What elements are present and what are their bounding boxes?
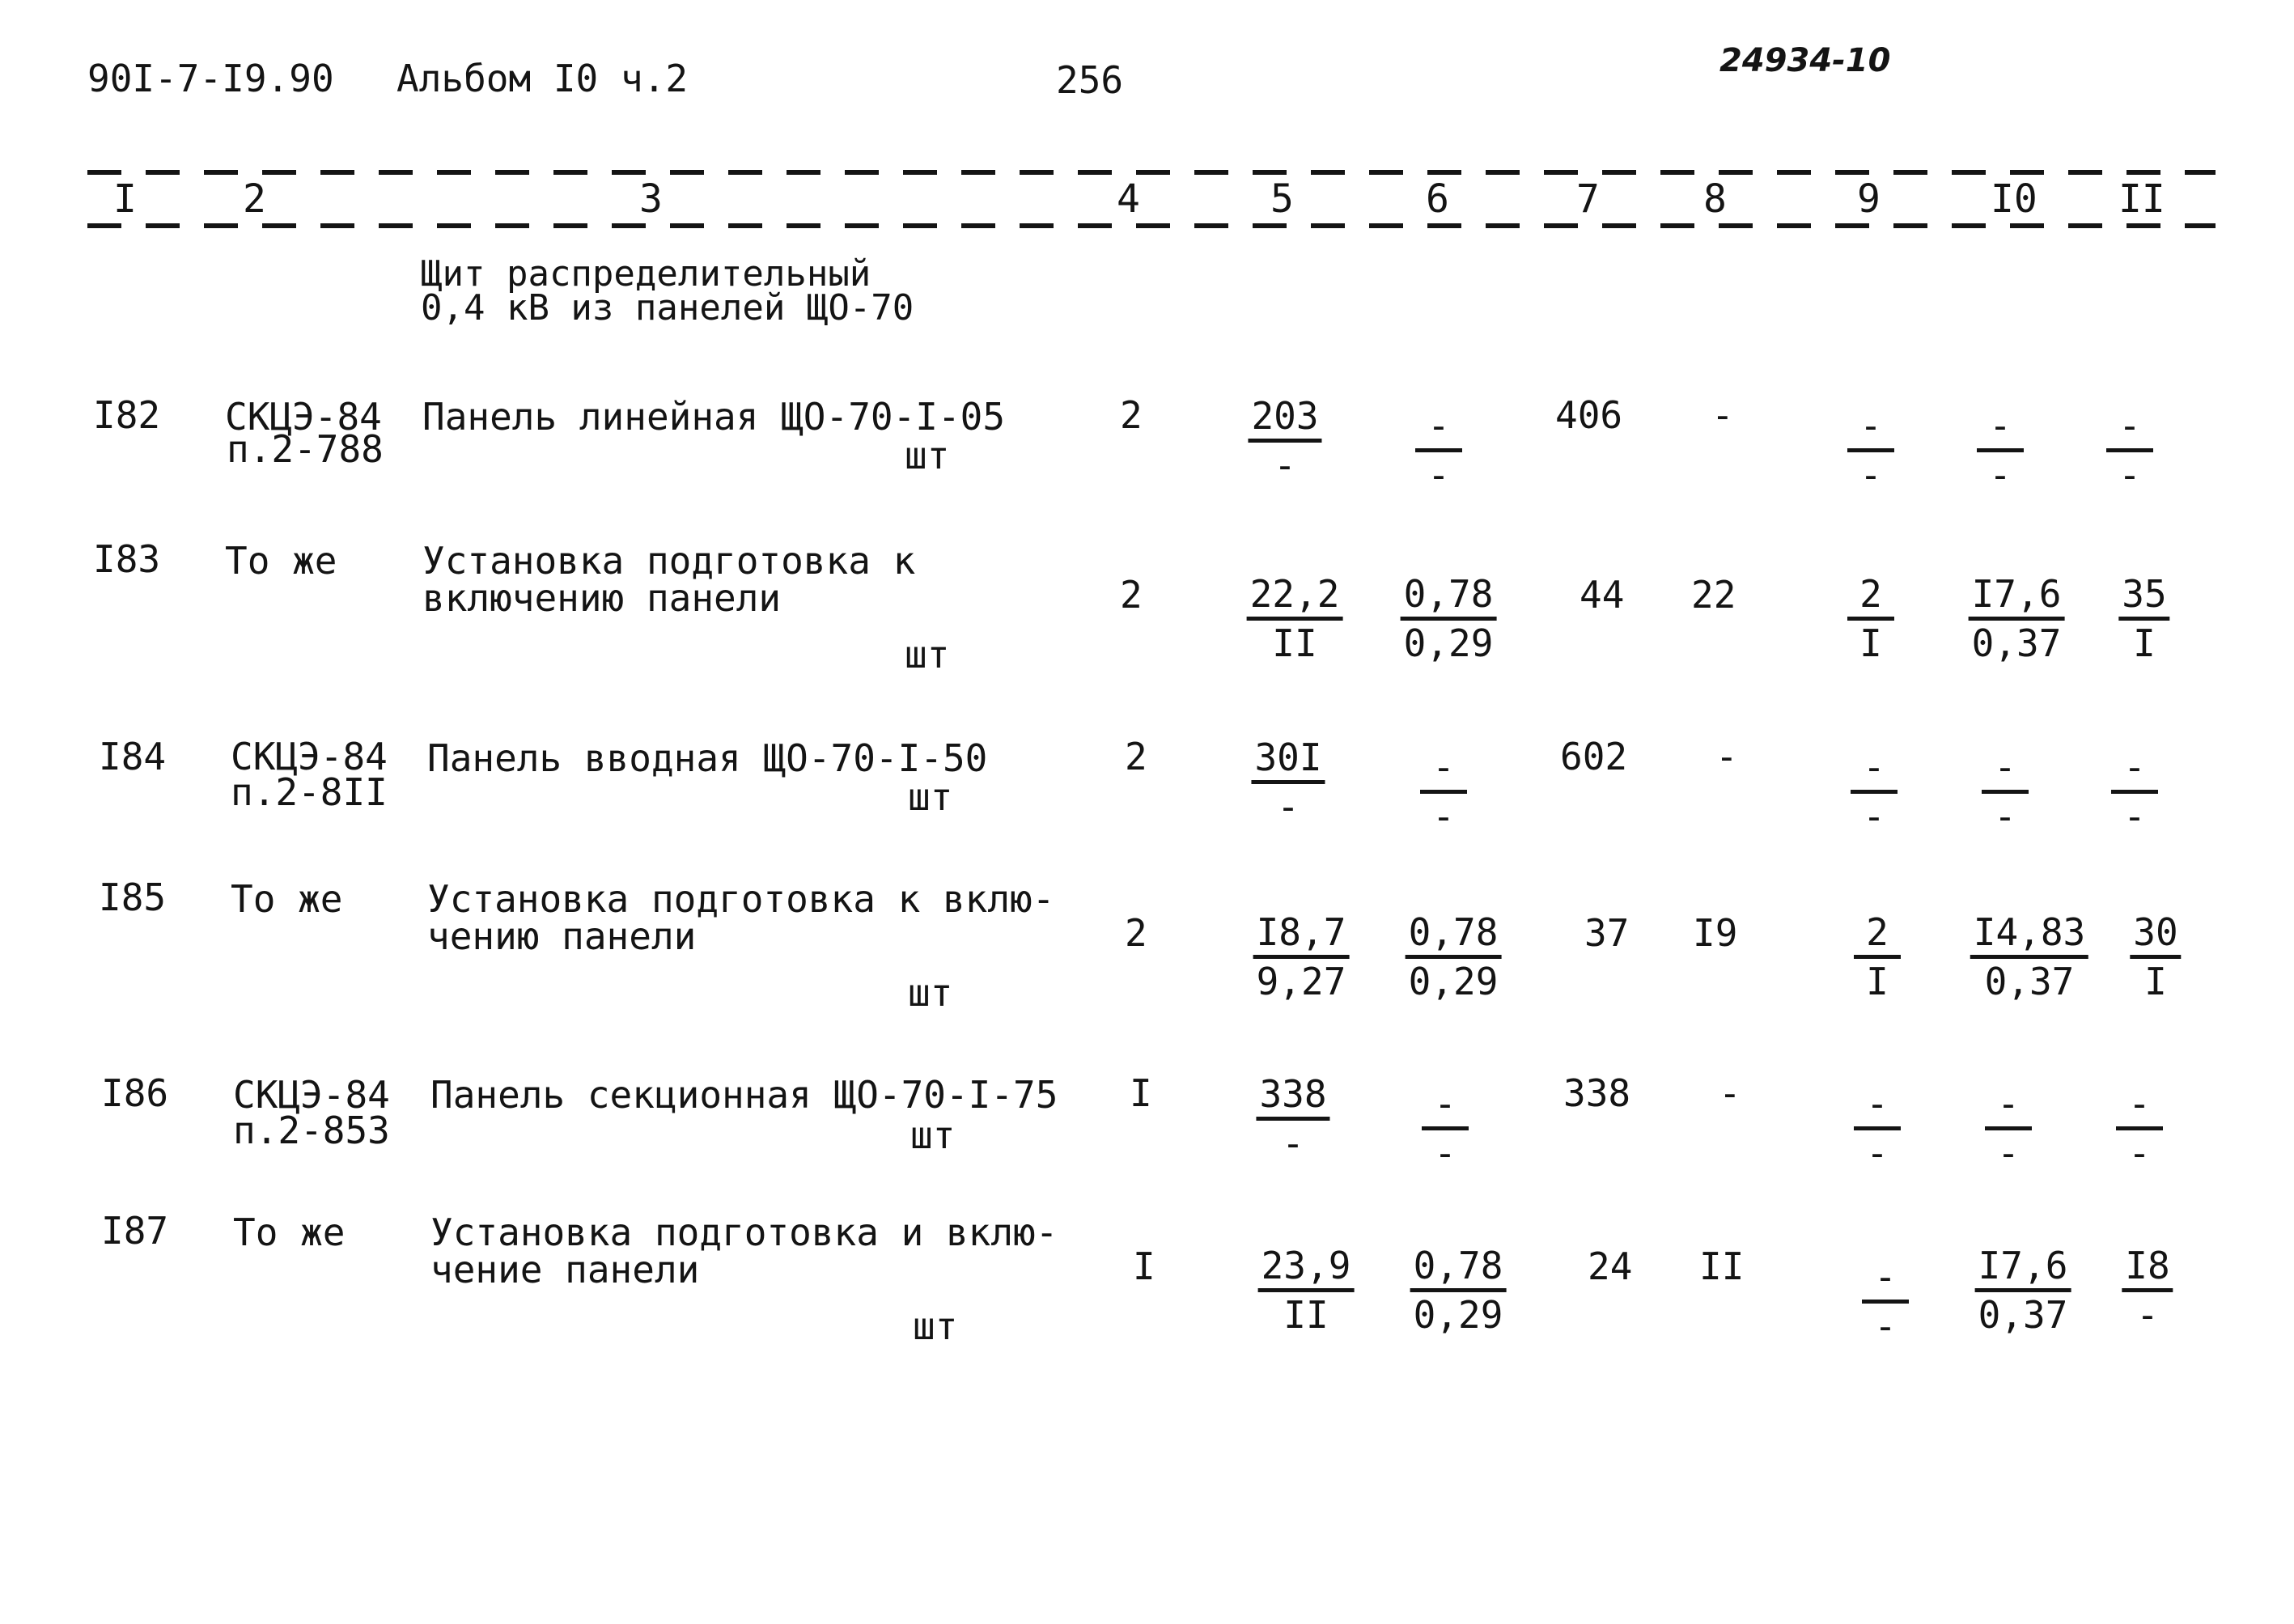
- row-unit: шт: [913, 1304, 958, 1348]
- row-col6-fraction: - -: [1422, 1083, 1469, 1174]
- column-header-11: II: [2118, 176, 2165, 222]
- row-col5-fraction: $\frac{I8,7}{9,27}$: [1253, 911, 1350, 1003]
- row-description: Установка подготовка к: [422, 539, 916, 583]
- column-header-7: 7: [1576, 176, 1600, 222]
- row-col8: -: [1711, 393, 1734, 437]
- row-col11-fraction: - -: [2106, 405, 2153, 496]
- row-reference: СКЦЭ-84: [225, 395, 382, 439]
- row-reference: п.2-8II: [231, 770, 388, 814]
- row-reference: СКЦЭ-84: [231, 735, 388, 778]
- row-col7: 406: [1555, 393, 1623, 437]
- column-header-8: 8: [1703, 176, 1727, 222]
- header-rule-top: [87, 170, 2216, 175]
- row-col9-fraction: - -: [1847, 405, 1894, 496]
- row-col7: 37: [1584, 911, 1630, 955]
- row-col8: II: [1699, 1245, 1745, 1288]
- row-reference: То же: [231, 877, 343, 921]
- row-quantity: 2: [1125, 735, 1147, 778]
- handwritten-number: 24934-10: [1719, 42, 1891, 79]
- row-unit: шт: [905, 633, 950, 676]
- column-header-2: 2: [243, 176, 266, 222]
- row-col7: 44: [1580, 573, 1625, 617]
- row-col9-fraction: - -: [1862, 1256, 1909, 1347]
- column-header-1: I: [113, 176, 137, 222]
- row-reference: То же: [225, 539, 337, 583]
- header-rule-bottom: [87, 223, 2216, 228]
- row-col5-fraction: 338 -: [1256, 1073, 1329, 1164]
- row-quantity: I: [1130, 1071, 1152, 1115]
- row-unit: шт: [905, 434, 950, 477]
- row-col8: I9: [1693, 911, 1738, 955]
- row-col5-fraction: $\frac{22,2}{II}$: [1247, 573, 1343, 664]
- column-header-3: 3: [639, 176, 663, 222]
- row-col6-fraction: $\frac{0,78}{0,29}$: [1406, 911, 1502, 1003]
- row-col8: 22: [1691, 573, 1736, 617]
- row-col5-fraction: $\frac{23,9}{II}$: [1258, 1245, 1355, 1336]
- row-col10-fraction: $\frac{I7,6}{0,37}$: [1975, 1245, 2071, 1336]
- row-reference: То же: [233, 1211, 346, 1254]
- row-description: Панель секционная ЩО-70-I-75: [430, 1073, 1058, 1117]
- row-col11-fraction: - -: [2111, 746, 2158, 837]
- row-col8: -: [1715, 735, 1738, 778]
- row-col9-fraction: $\frac{2}{I}$: [1847, 573, 1894, 664]
- row-col11-fraction: I8 -: [2122, 1245, 2173, 1336]
- column-header-5: 5: [1270, 176, 1294, 222]
- section-title-line-1: Щит распределительный: [421, 253, 871, 295]
- row-col8: -: [1719, 1071, 1741, 1115]
- row-quantity: 2: [1125, 911, 1147, 955]
- column-header-9: 9: [1857, 176, 1881, 222]
- row-col7: 24: [1588, 1245, 1633, 1288]
- row-number: I85: [99, 876, 167, 919]
- row-col9-fraction: $\frac{2}{I}$: [1854, 911, 1901, 1003]
- row-reference: СКЦЭ-84: [233, 1073, 390, 1117]
- row-col5-fraction: 30I -: [1251, 736, 1325, 828]
- row-col10-fraction: $\frac{I7,6}{0,37}$: [1969, 573, 2065, 664]
- row-col7: 602: [1560, 735, 1628, 778]
- row-unit: шт: [908, 775, 953, 819]
- row-reference: п.2-853: [233, 1109, 390, 1152]
- row-number: I82: [93, 393, 161, 437]
- row-description: чение панели: [430, 1248, 700, 1291]
- row-col10-fraction: - -: [1982, 746, 2029, 837]
- column-header-10: I0: [1991, 176, 2037, 222]
- row-quantity: 2: [1120, 573, 1143, 617]
- row-col6-fraction: $\frac{0,78}{0,29}$: [1401, 573, 1497, 664]
- row-col10-fraction: $\frac{I4,83}{0,37}$: [1970, 911, 2088, 1003]
- row-number: I87: [101, 1209, 169, 1253]
- row-col9-fraction: - -: [1851, 746, 1898, 837]
- page-number: 256: [1056, 58, 1124, 102]
- row-number: I84: [99, 735, 167, 778]
- row-col5-fraction: 203 -: [1248, 395, 1321, 486]
- row-col10-fraction: - -: [1985, 1083, 2032, 1174]
- row-quantity: 2: [1120, 393, 1143, 437]
- row-col10-fraction: - -: [1977, 405, 2024, 496]
- row-number: I86: [101, 1071, 169, 1115]
- row-description: Панель линейная ЩО-70-I-05: [422, 395, 1006, 439]
- column-header-6: 6: [1426, 176, 1449, 222]
- row-col11-fraction: $\frac{30}{I}$: [2130, 911, 2181, 1003]
- row-col11-fraction: - -: [2116, 1083, 2163, 1174]
- row-description: включению панели: [422, 576, 782, 620]
- row-col11-fraction: $\frac{35}{I}$: [2118, 573, 2169, 664]
- row-col6-fraction: - -: [1415, 405, 1462, 496]
- row-col6-fraction: - -: [1420, 746, 1467, 837]
- row-quantity: I: [1133, 1245, 1155, 1288]
- album-label: Альбом I0 ч.2: [396, 57, 689, 100]
- column-header-4: 4: [1117, 176, 1140, 222]
- row-unit: шт: [908, 971, 953, 1015]
- row-description: Установка подготовка к вклю-: [427, 877, 1055, 921]
- row-unit: шт: [910, 1113, 956, 1157]
- row-reference: п.2-788: [227, 427, 384, 471]
- row-description: Панель вводная ЩО-70-I-50: [427, 736, 988, 780]
- row-description: Установка подготовка и вклю-: [430, 1211, 1058, 1254]
- row-number: I83: [93, 537, 161, 581]
- row-col7: 338: [1563, 1071, 1631, 1115]
- row-col9-fraction: - -: [1854, 1083, 1901, 1174]
- row-description: чению панели: [427, 914, 697, 958]
- section-title-line-2: 0,4 кВ из панелей ЩО-70: [421, 287, 914, 329]
- document-code: 90I-7-I9.90: [87, 57, 334, 100]
- row-col6-fraction: $\frac{0,78}{0,29}$: [1410, 1245, 1507, 1336]
